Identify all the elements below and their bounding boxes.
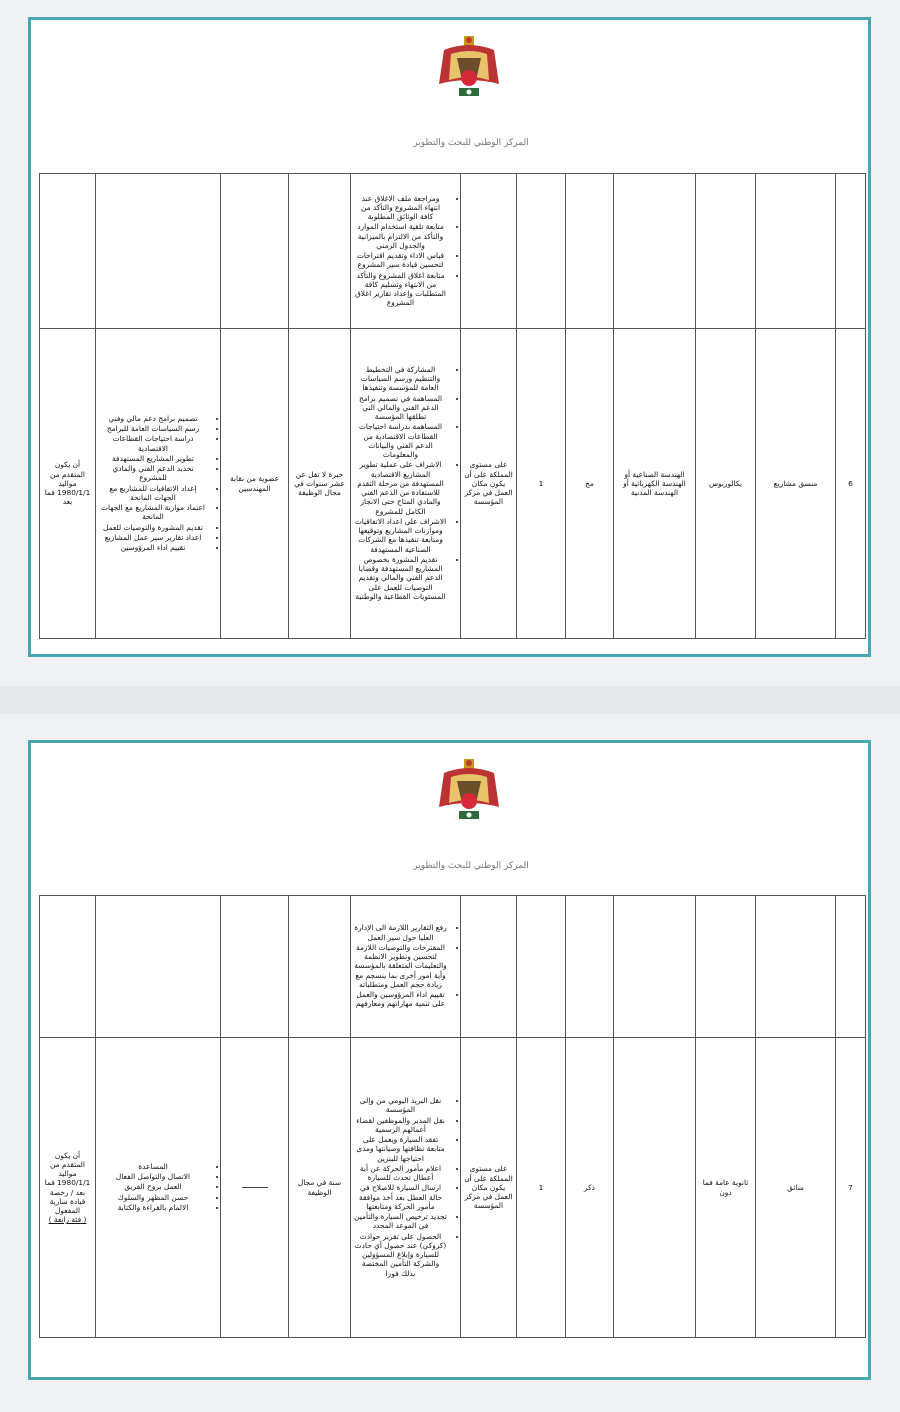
empty-cell: [96, 896, 221, 1038]
jobs-table: [39, 895, 866, 1338]
empty-cell: [614, 896, 696, 1038]
empty-cell: [461, 174, 517, 329]
empty-cell: [614, 174, 696, 329]
gender: مخ: [566, 329, 614, 639]
task-item: • متابعة تلقية استخدام الموارد والتأكد من الالتزام بالميزانية والجدول الزمني: [354, 222, 447, 250]
organization-name: المركز الوطني للبحث والتطوير: [413, 861, 529, 871]
empty-cell: [696, 174, 756, 329]
empty-cell: [517, 896, 566, 1038]
empty-cell: [221, 174, 289, 329]
task-item: • ارسال السيارة للاصلاح في حالة العطل بعد أخذ موافقة مأمور الحركة ومتابعتها: [354, 1183, 447, 1211]
empty-cell: [221, 896, 289, 1038]
job-title: سائق: [756, 1038, 836, 1338]
task-item: • الحصول على تقرير حوادث (كروكي) عند حصول أي حادث للسيارة وإبلاغ المسؤولين والشركة التأمين المختصة بذلك فورا: [354, 1232, 447, 1278]
skills-cell: [96, 1038, 221, 1338]
coat-of-arms-logo: [429, 36, 509, 100]
table-row: [40, 1038, 866, 1338]
table-row: [40, 174, 866, 329]
page-separator: [0, 686, 900, 714]
empty-cell: [756, 174, 836, 329]
table-row: [40, 329, 866, 639]
task-item: • نقل المدير والموظفين لقضاء أعمالهم الرسمية: [354, 1116, 447, 1135]
task-item: • تقييم اداء المرؤوسين والعمل على تنمية مهاراتهم ومعارفهم: [354, 990, 447, 1009]
tasks-cell: [351, 896, 461, 1038]
license-category: ( فئة رابعة ): [48, 1215, 87, 1225]
empty-cell: [696, 896, 756, 1038]
task-item: • المساهمة بدراسة احتياجات القطاعات الاقتصادية من الدعم الفني والبيانات والمعلومات: [354, 422, 447, 459]
skill-item: • تقييم اداء المرؤوسين: [99, 543, 207, 552]
task-item: • تفقد السيارة ويعمل على متابعة نظافتها وصيانتها ومدى احتياجها للبنزين: [354, 1135, 447, 1163]
empty-cell: [836, 174, 866, 329]
task-item: • نقل البريد اليومي من وإلى المؤسسة: [354, 1096, 447, 1115]
jobs-table: [39, 173, 866, 639]
empty-cell: [756, 896, 836, 1038]
qualification: بكالوريوس: [696, 329, 756, 639]
task-item: • اعلام مأمور الحركة عن أية أعطال تحدث للسيارة: [354, 1164, 447, 1183]
age-requirement: أن يكون المتقدم من مواليد 1980/1/1 فما بعد: [40, 329, 96, 639]
skill-item: • رسم السياسات العامة للبرامج: [99, 424, 207, 433]
empty-cell: [289, 896, 351, 1038]
specialization: [614, 1038, 696, 1338]
vacancy-count: 1: [517, 329, 566, 639]
skill-item: • تصميم برامج دعم مالي وفني: [99, 414, 207, 423]
vacancy-count: 1: [517, 1038, 566, 1338]
empty-cell: [566, 174, 614, 329]
task-item: • قياس الاداء وتقديم اقتراحات لتحسين قيادة سير المشروع: [354, 251, 447, 270]
age-requirement: أن يكون المتقدم من مواليد 1980/1/1 فما بعد / رخصة قيادة سارية المفعول: [44, 1150, 91, 1215]
task-item: • تقديم المشورة بخصوص المشاريع المستهدفة وقضايا الدعم الفني والمالي وتقديم التوصيات للعمل على المستويات القطاعية والوطنية: [354, 555, 447, 601]
tasks-cell: [351, 174, 461, 329]
empty-cell: [461, 896, 517, 1038]
task-item: • المقترحات والتوصيات اللازمة لتحسين وتطوير الانظمة والتعليمات المتعلقة بالمؤسسة وأية امور أخرى بما ينسجم مع زيادة حجم العمل ومتطلباته: [354, 943, 447, 989]
empty-cell: [836, 896, 866, 1038]
task-item: • رفع التقارير اللازمة الى الإدارة العليا حول سير العمل: [354, 923, 447, 942]
coat-of-arms-logo: [429, 759, 509, 823]
task-item: • المشاركة في التخطيط والتنظيم ورسم السياسات العامة للمؤسسة وتنفيذها: [354, 365, 447, 393]
empty-cell: [40, 174, 96, 329]
document-page-1: [28, 17, 871, 657]
empty-cell: [566, 896, 614, 1038]
skill-item: • تطوير المشاريع المستهدفة: [99, 454, 207, 463]
membership-cell: [221, 1038, 289, 1338]
skill-item: • تقديم المشورة والتوصيات للعمل: [99, 523, 207, 532]
tasks-cell: [351, 1038, 461, 1338]
skill-item: • اعداد تقارير سير عمل المشاريع: [99, 533, 207, 542]
skill-item: • إعداد الاتفاقيات للمشاريع مع الجهات المانحة: [99, 484, 207, 503]
gender: ذكر: [566, 1038, 614, 1338]
document-page-2: [28, 740, 871, 1380]
row-number: 6: [836, 329, 866, 639]
experience: خبرة لا تقل عن عشر سنوات في مجال الوظيفة: [289, 329, 351, 639]
table-row: [40, 896, 866, 1038]
tasks-cell: [351, 329, 461, 639]
specialization: الهندسة الصناعية أو الهندسة الكهربائية أو الهندسة المدنية: [614, 329, 696, 639]
skill-item: • العمل بروح الفريق: [99, 1182, 207, 1191]
skill-item: • الالمام بالقراءة والكتابة: [99, 1203, 207, 1212]
membership: عضوية من نقابة المهندسين: [221, 329, 289, 639]
qualification: ثانوية عامة فما دون: [696, 1038, 756, 1338]
work-location: على مستوى المملكة على أن يكون مكان العمل في مركز المؤسسة: [461, 329, 517, 639]
skill-item: • اعتماد موازنة المشاريع مع الجهات المانحة: [99, 503, 207, 522]
skill-item: • الاتصال والتواصل الفعال: [99, 1172, 207, 1181]
experience: سنة في مجال الوظيفة: [289, 1038, 351, 1338]
task-item: • الاشراف على عملية تطوير المشاريع الاقتصادية المستهدفة من مرحلة التقدم للاستفادة من الدعم الفني والمادي المتاح حتى الانجاز الكامل للمشروع: [354, 460, 447, 516]
task-item: • تجديد ترخيص السيارة والتأمين في الموعد المحدد: [354, 1212, 447, 1231]
empty-dash: [242, 1187, 268, 1188]
age-requirement-cell: [40, 1038, 96, 1338]
task-item: • ومراجعة ملف الاغلاق عند انتهاء المشروع والتأكد من كافة الوثائق المطلوبة: [354, 194, 447, 222]
task-item: • المساهمة في تصميم برامج الدعم الفني والمالي التي تطلقها المؤسسة: [354, 394, 447, 422]
empty-cell: [289, 174, 351, 329]
work-location: على مستوى المملكة على أن يكون مكان العمل في مركز المؤسسة: [461, 1038, 517, 1338]
empty-cell: [96, 174, 221, 329]
skill-item: • دراسة احتياجات القطاعات الاقتصادية: [99, 434, 207, 453]
task-item: • الاشراف على اعداد الاتفاقيات وموازنات المشاريع وتوقيعها ومتابعة تنفيذها مع الشركات الصناعية المستهدفة: [354, 517, 447, 554]
empty-cell: [517, 174, 566, 329]
row-number: 7: [836, 1038, 866, 1338]
skills-cell: [96, 329, 221, 639]
task-item: • متابعة اغلاق المشروع والتأكد من الانتهاء وتسليم كافة المتطلبات وإعداد تقارير اغلاق المشروع: [354, 271, 447, 308]
skill-item: • حسن المظهر والسلوك: [99, 1193, 207, 1202]
skill-item: • المساعدة: [99, 1162, 207, 1171]
job-title: منسق مشاريع: [756, 329, 836, 639]
empty-cell: [40, 896, 96, 1038]
organization-name: المركز الوطني للبحث والتطوير: [413, 138, 529, 148]
skill-item: • تحديد الدعم الفني والمادي للمشروع: [99, 464, 207, 483]
